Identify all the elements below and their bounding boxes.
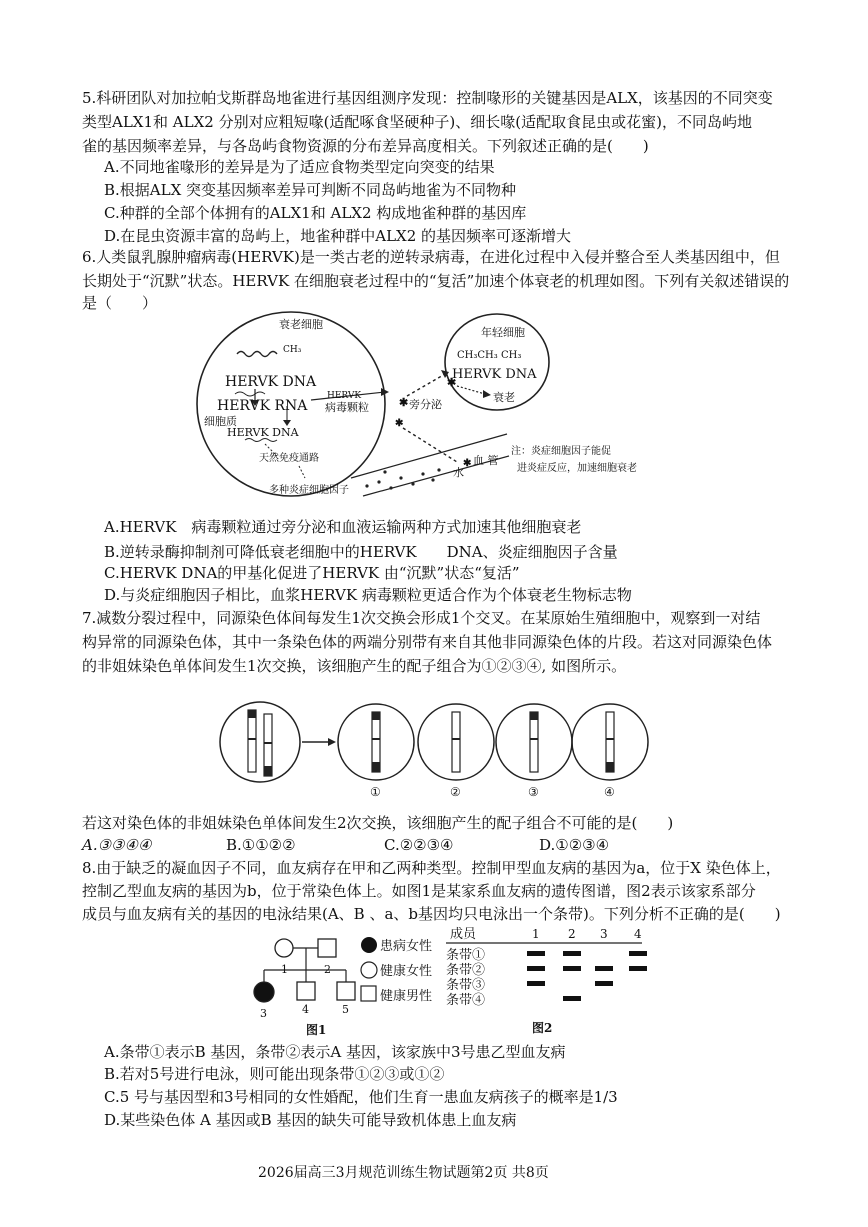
note-line-1: 注：炎症细胞因子能促 xyxy=(511,446,611,457)
q7-option-d: D.①②③④ xyxy=(539,836,610,854)
q6-stem-line-3: 是（ ） xyxy=(82,294,158,312)
gel-member-3: 3 xyxy=(600,927,608,941)
gel-member-4: 4 xyxy=(634,927,642,941)
gamete-label-1: ① xyxy=(370,785,381,799)
hervk-dna-young-label: HERVK DNA xyxy=(452,367,537,382)
q7-question: 若这对染色体的非姐妹染色单体间发生2次交换，该细胞产生的配子组合不可能的是( ) xyxy=(82,814,674,832)
gel-band-r2-m2 xyxy=(563,966,581,971)
q8-option-b: B.若对5号进行电泳，则可能出现条带①②③或①② xyxy=(104,1065,445,1083)
cytokine-dots xyxy=(365,468,440,489)
gel-band-r1-m1 xyxy=(527,951,545,956)
q8-option-d: D.某些染色体 A 基因或B 基因的缺失可能导致机体患上血友病 xyxy=(104,1111,517,1129)
svg-text:✱: ✱ xyxy=(463,458,472,469)
q7-stem-line-3: 的非姐妹染色单体间发生1次交换，该细胞产生的配子组合为①②③④, 如图所示。 xyxy=(82,657,627,675)
q8-option-a: A.条带①表示B 基因，条带②表示A 基因，该家族中3号患乙型血友病 xyxy=(104,1043,566,1061)
chromosome-figure xyxy=(218,700,648,800)
legend-healthy-male-icon xyxy=(361,986,376,1001)
gamete-label-3: ③ xyxy=(528,785,539,799)
gel-header: 成员 xyxy=(450,927,477,942)
aging-label: 衰老 xyxy=(493,391,515,404)
original-chromosome-pair xyxy=(248,710,272,776)
cytoplasm-label: 细胞质 xyxy=(204,415,237,428)
ch3-label: CH₃ xyxy=(283,345,302,355)
virus-particle-top-label: HERVK xyxy=(327,391,362,401)
virus-star-2: ✱ xyxy=(395,418,404,429)
cytokines-label: 多种炎症细胞因子 xyxy=(269,485,349,496)
q5-stem-line-1: 5.科研团队对加拉帕戈斯群岛地雀进行基因组测序发现：控制喙形的关键基因是ALX，该基因的不同突变 xyxy=(82,89,773,107)
q6-stem-line-1: 6.人类鼠乳腺肿瘤病毒(HERVK)是一类古老的逆转录病毒，在进化过程中入侵并整合至人类基因组中，但 xyxy=(82,248,780,266)
gel-band-r1-m2 xyxy=(563,951,581,956)
virus-particle-label: 病毒颗粒 xyxy=(325,401,369,414)
gel-band-r1-m4 xyxy=(629,951,647,956)
gel-band-r4-m2 xyxy=(563,996,581,1001)
q6-option-d: D.与炎症细胞因子相比，血浆HERVK 病毒颗粒更适合作为个体衰老生物标志物 xyxy=(104,586,632,604)
pedigree-member-3 xyxy=(254,982,274,1002)
original-cell xyxy=(220,702,300,782)
gel-band-r2-m4 xyxy=(629,966,647,971)
pedigree-id-1: 1 xyxy=(281,963,288,976)
legend-affected-female-icon xyxy=(361,937,377,953)
q5-stem-line-3: 雀的基因频率差异，与各岛屿食物资源的分布差异高度相关。下列叙述正确的是( ) xyxy=(82,137,649,155)
gamete-label-4: ④ xyxy=(604,785,615,799)
gel-electrophoresis-figure xyxy=(446,924,646,1036)
virus-star-1: ✱ xyxy=(399,396,409,409)
gamete-2-chromosome xyxy=(452,712,460,772)
gamete-label-2: ② xyxy=(450,785,461,799)
pedigree-id-4: 4 xyxy=(302,1003,309,1016)
senescent-cell-label: 衰老细胞 xyxy=(279,318,323,331)
innate-pathway-label: 天然免疫通路 xyxy=(259,453,319,464)
hervk-rna-label: HERVK RNA xyxy=(217,398,308,414)
q6-option-c: C.HERVK DNA的甲基化促进了HERVK 由“沉默”状态“复活” xyxy=(104,564,520,582)
gel-member-1: 1 xyxy=(532,927,540,941)
figure-1-caption: 图1 xyxy=(306,1023,327,1037)
paracrine-label: 旁分泌 xyxy=(409,398,442,411)
legend-affected-female: 患病女性 xyxy=(380,939,433,954)
svg-text:✱: ✱ xyxy=(447,376,457,389)
q8-option-c: C.5 号与基因型和3号相同的女性婚配，他们生育一患血友病孩子的概率是1/3 xyxy=(104,1088,618,1106)
gel-band-r3-m3 xyxy=(595,981,613,986)
q7-stem-line-2: 构异常的同源染色体，其中一条染色体的两端分别带有来自其他非同源染色体的片段。若这对同源染色体 xyxy=(82,633,773,651)
q5-option-c: C.种群的全部个体拥有的ALX1和 ALX2 构成地雀种群的基因库 xyxy=(104,204,527,222)
gel-band-label-2: 条带② xyxy=(446,963,486,978)
note-line-2: 进炎症反应，加速细胞衰老 xyxy=(517,463,637,474)
young-ch3-label: CH₃CH₃ CH₃ xyxy=(457,350,522,361)
figure-2-caption: 图2 xyxy=(532,1021,553,1035)
pedigree-member-1 xyxy=(275,939,293,957)
methylated-dna-strand xyxy=(237,352,277,357)
page-footer: 2026届高三3月规范训练生物试题第2页 共8页 xyxy=(258,1165,549,1181)
q8-stem-line-2: 控制乙型血友病的基因为b，位于常染色体上。如图1是某家系血友病的遗传图谱，图2表示该家系部分 xyxy=(82,882,756,900)
gamete-3-chromosome xyxy=(530,712,538,772)
q8-stem-line-1: 8.由于缺乏的凝血因子不同，血友病存在甲和乙两种类型。控制甲型血友病的基因为a，位于X 染色体上， xyxy=(82,859,781,877)
q7-option-b: B.①①②② xyxy=(226,836,296,854)
legend-healthy-male: 健康男性 xyxy=(380,989,433,1004)
pedigree-id-5: 5 xyxy=(342,1003,349,1016)
legend-healthy-female: 健康女性 xyxy=(380,964,433,979)
pedigree-id-3: 3 xyxy=(260,1007,267,1020)
pedigree-figure xyxy=(240,930,450,1040)
q7-stem-line-1: 7.减数分裂过程中，同源染色体间每发生1次交换会形成1个交叉。在某原始生殖细胞中，观察到一对结 xyxy=(82,609,761,627)
pedigree-id-2: 2 xyxy=(324,963,331,976)
q5-option-a: A.不同地雀喙形的差异是为了适应食物类型定向突变的结果 xyxy=(104,158,495,176)
q5-option-d: D.在昆虫资源丰富的岛屿上，地雀种群中ALX2 的基因频率可逐渐增大 xyxy=(104,227,572,245)
q6-stem-line-2: 长期处于“沉默”状态。HERVK 在细胞衰老过程中的“复活”加速个体衰老的机理如图。下列有关叙述错误的 xyxy=(82,272,790,290)
q6-option-a: A.HERVK 病毒颗粒通过旁分泌和血液运输两种方式加速其他细胞衰老 xyxy=(104,518,582,536)
gel-band-r2-m3 xyxy=(595,966,613,971)
arrow-to-gametes xyxy=(328,738,336,746)
q7-option-a: A.③③④④ xyxy=(82,836,152,854)
gel-band-label-1: 条带① xyxy=(446,948,486,963)
q5-stem-line-2: 类型ALX1和 ALX2 分别对应粗短喙(适配啄食坚硬种子)、细长喙(适配取食昆虫或花蜜)，不同岛屿地 xyxy=(82,113,752,131)
vessel-label-b: 水 xyxy=(453,466,464,479)
young-cell-label: 年轻细胞 xyxy=(481,326,525,339)
gel-band-r2-m1 xyxy=(527,966,545,971)
q6-option-b: B.逆转录酶抑制剂可降低衰老细胞中的HERVK DNA、炎症细胞因子含量 xyxy=(104,543,618,561)
hervk-mechanism-figure xyxy=(195,310,675,506)
pedigree-member-5 xyxy=(337,982,355,1000)
q8-stem-line-3: 成员与血友病有关的基因的电泳结果(A、B 、a、b基因均只电泳出一个条带)。下列分析不正确的是( ) xyxy=(82,905,781,923)
gel-band-label-4: 条带④ xyxy=(446,993,486,1008)
gel-band-r3-m1 xyxy=(527,981,545,986)
gel-band-label-3: 条带③ xyxy=(446,978,486,993)
legend-healthy-female-icon xyxy=(361,962,377,978)
q7-option-c: C.②②③④ xyxy=(384,836,454,854)
gel-member-2: 2 xyxy=(568,927,576,941)
q5-option-b: B.根据ALX 突变基因频率差异可判断不同岛屿地雀为不同物种 xyxy=(104,181,517,199)
hervk-dna-2-label: HERVK DNA xyxy=(227,426,299,439)
vessel-label-a: 血 管 xyxy=(473,454,499,467)
pedigree-member-4 xyxy=(297,982,315,1000)
pedigree-member-2 xyxy=(318,939,336,957)
hervk-dna-label: HERVK DNA xyxy=(225,374,317,390)
